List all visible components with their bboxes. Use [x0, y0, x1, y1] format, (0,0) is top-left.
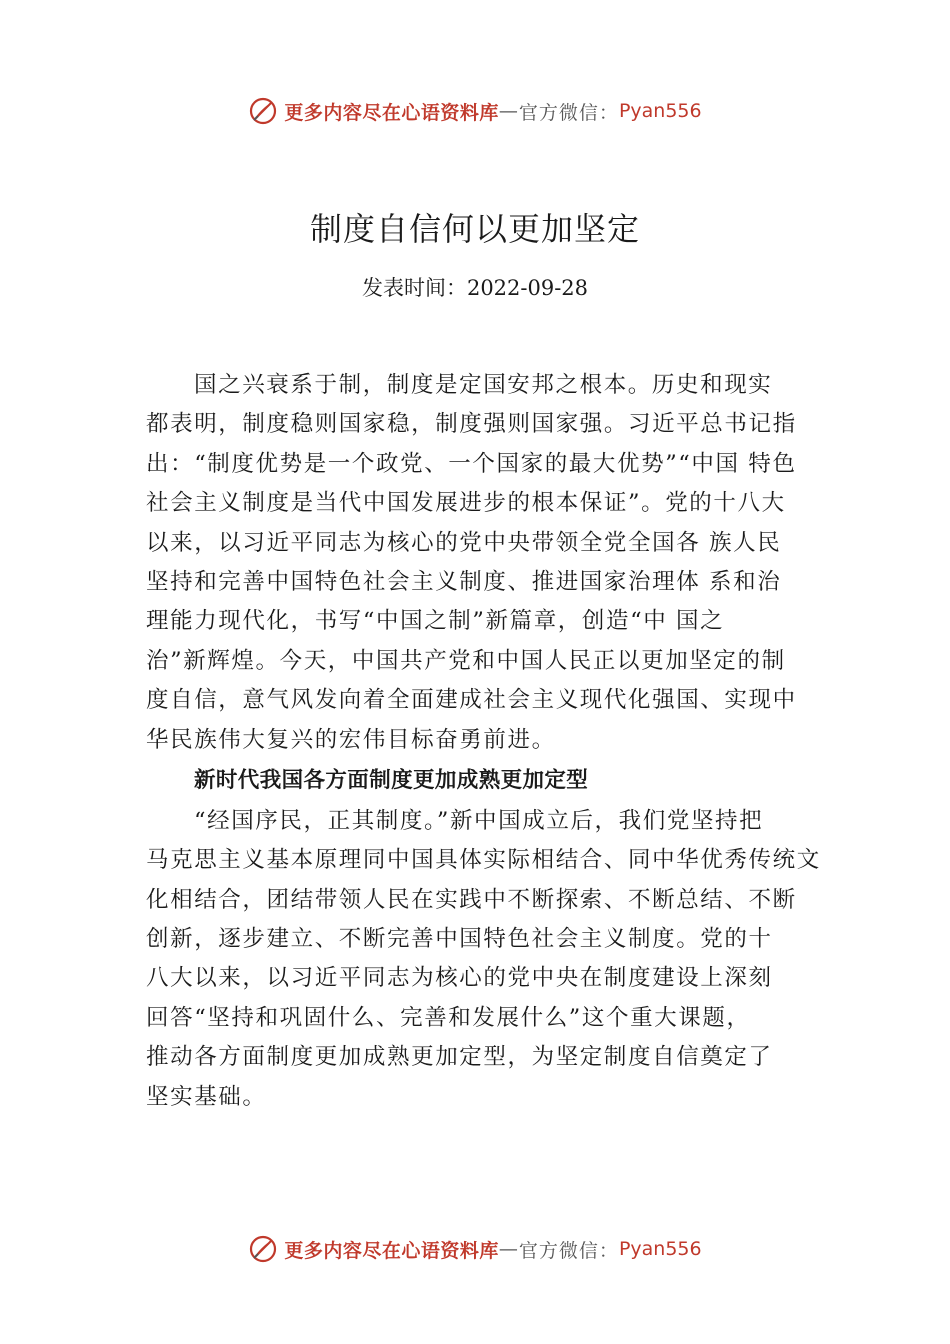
text-line: 坚实基础。	[146, 1083, 267, 1110]
text-line: 马克思主义基本原理同中国具体实际相结合、同中华优秀传统文	[146, 847, 821, 874]
watermark-wechat-id: Pyan556	[618, 1238, 702, 1260]
text-line: 度自信，意气风发向着全面建成社会主义现代化强国、实现中	[146, 687, 797, 714]
footer-watermark	[0, 1234, 950, 1264]
watermark-brand: 更多内容尽在心语资料库	[284, 1239, 499, 1262]
article-body	[146, 366, 830, 1117]
text-line: 推动各方面制度更加成熟更加定型，为坚定制度自信奠定了	[146, 1044, 773, 1071]
text-line: 社会主义制度是当代中国发展进步的根本保证”。党的十八大	[146, 490, 786, 517]
watermark-label: 官方微信：	[518, 1239, 619, 1262]
text-line: 创新，逐步建立、不断完善中国特色社会主义制度。党的十	[146, 926, 773, 953]
text-line: 治”新辉煌。今天，中国共产党和中国人民正以更加坚定的制	[146, 647, 786, 674]
quill-logo-icon	[248, 1234, 278, 1264]
section-heading: 新时代我国各方面制度更加成熟更加定型	[194, 767, 589, 793]
paragraph-2	[146, 802, 830, 1117]
text-line: 回答“坚持和巩固什么、完善和发展什么”这个重大课题，	[146, 1004, 751, 1031]
article-title: 制度自信何以更加坚定	[309, 210, 640, 248]
text-line: 出：“制度优势是一个政党、一个国家的最大优势”“中国 特色	[146, 450, 797, 477]
paragraph-1	[146, 366, 830, 760]
text-line: 都表明，制度稳则国家稳，制度强则国家强。习近平总书记指	[146, 411, 797, 438]
text-line: 以来，以习近平同志为核心的党中央带领全党全国各 族人民	[146, 529, 782, 556]
text-line: 国之兴衰系于制，制度是定国安邦之根本。历史和现实	[194, 372, 773, 398]
watermark-dash: —	[498, 1238, 519, 1260]
watermark-wechat-id: Pyan556	[618, 100, 702, 122]
quill-logo-icon	[248, 96, 278, 126]
watermark-label: 官方微信：	[518, 101, 619, 124]
text-line: 八大以来，以习近平同志为核心的党中央在制度建设上深刻	[146, 965, 773, 992]
publish-date: 发表时间：2022-09-28	[361, 276, 589, 300]
text-line: 化相结合，团结带领人民在实践中不断探索、不断总结、不断	[146, 886, 797, 913]
text-line: “经国序民，正其制度。”新中国成立后，我们党坚持把	[194, 807, 764, 834]
watermark-dash: —	[498, 100, 519, 122]
watermark-brand: 更多内容尽在心语资料库	[284, 101, 499, 124]
header-watermark	[0, 96, 950, 126]
text-line: 华民族伟大复兴的宏伟目标奋勇前进。	[146, 726, 556, 753]
text-line: 理能力现代化，书写“中国之制”新篇章，创造“中 国之	[146, 608, 725, 635]
text-line: 坚持和完善中国特色社会主义制度、推进国家治理体 系和治	[146, 568, 782, 595]
